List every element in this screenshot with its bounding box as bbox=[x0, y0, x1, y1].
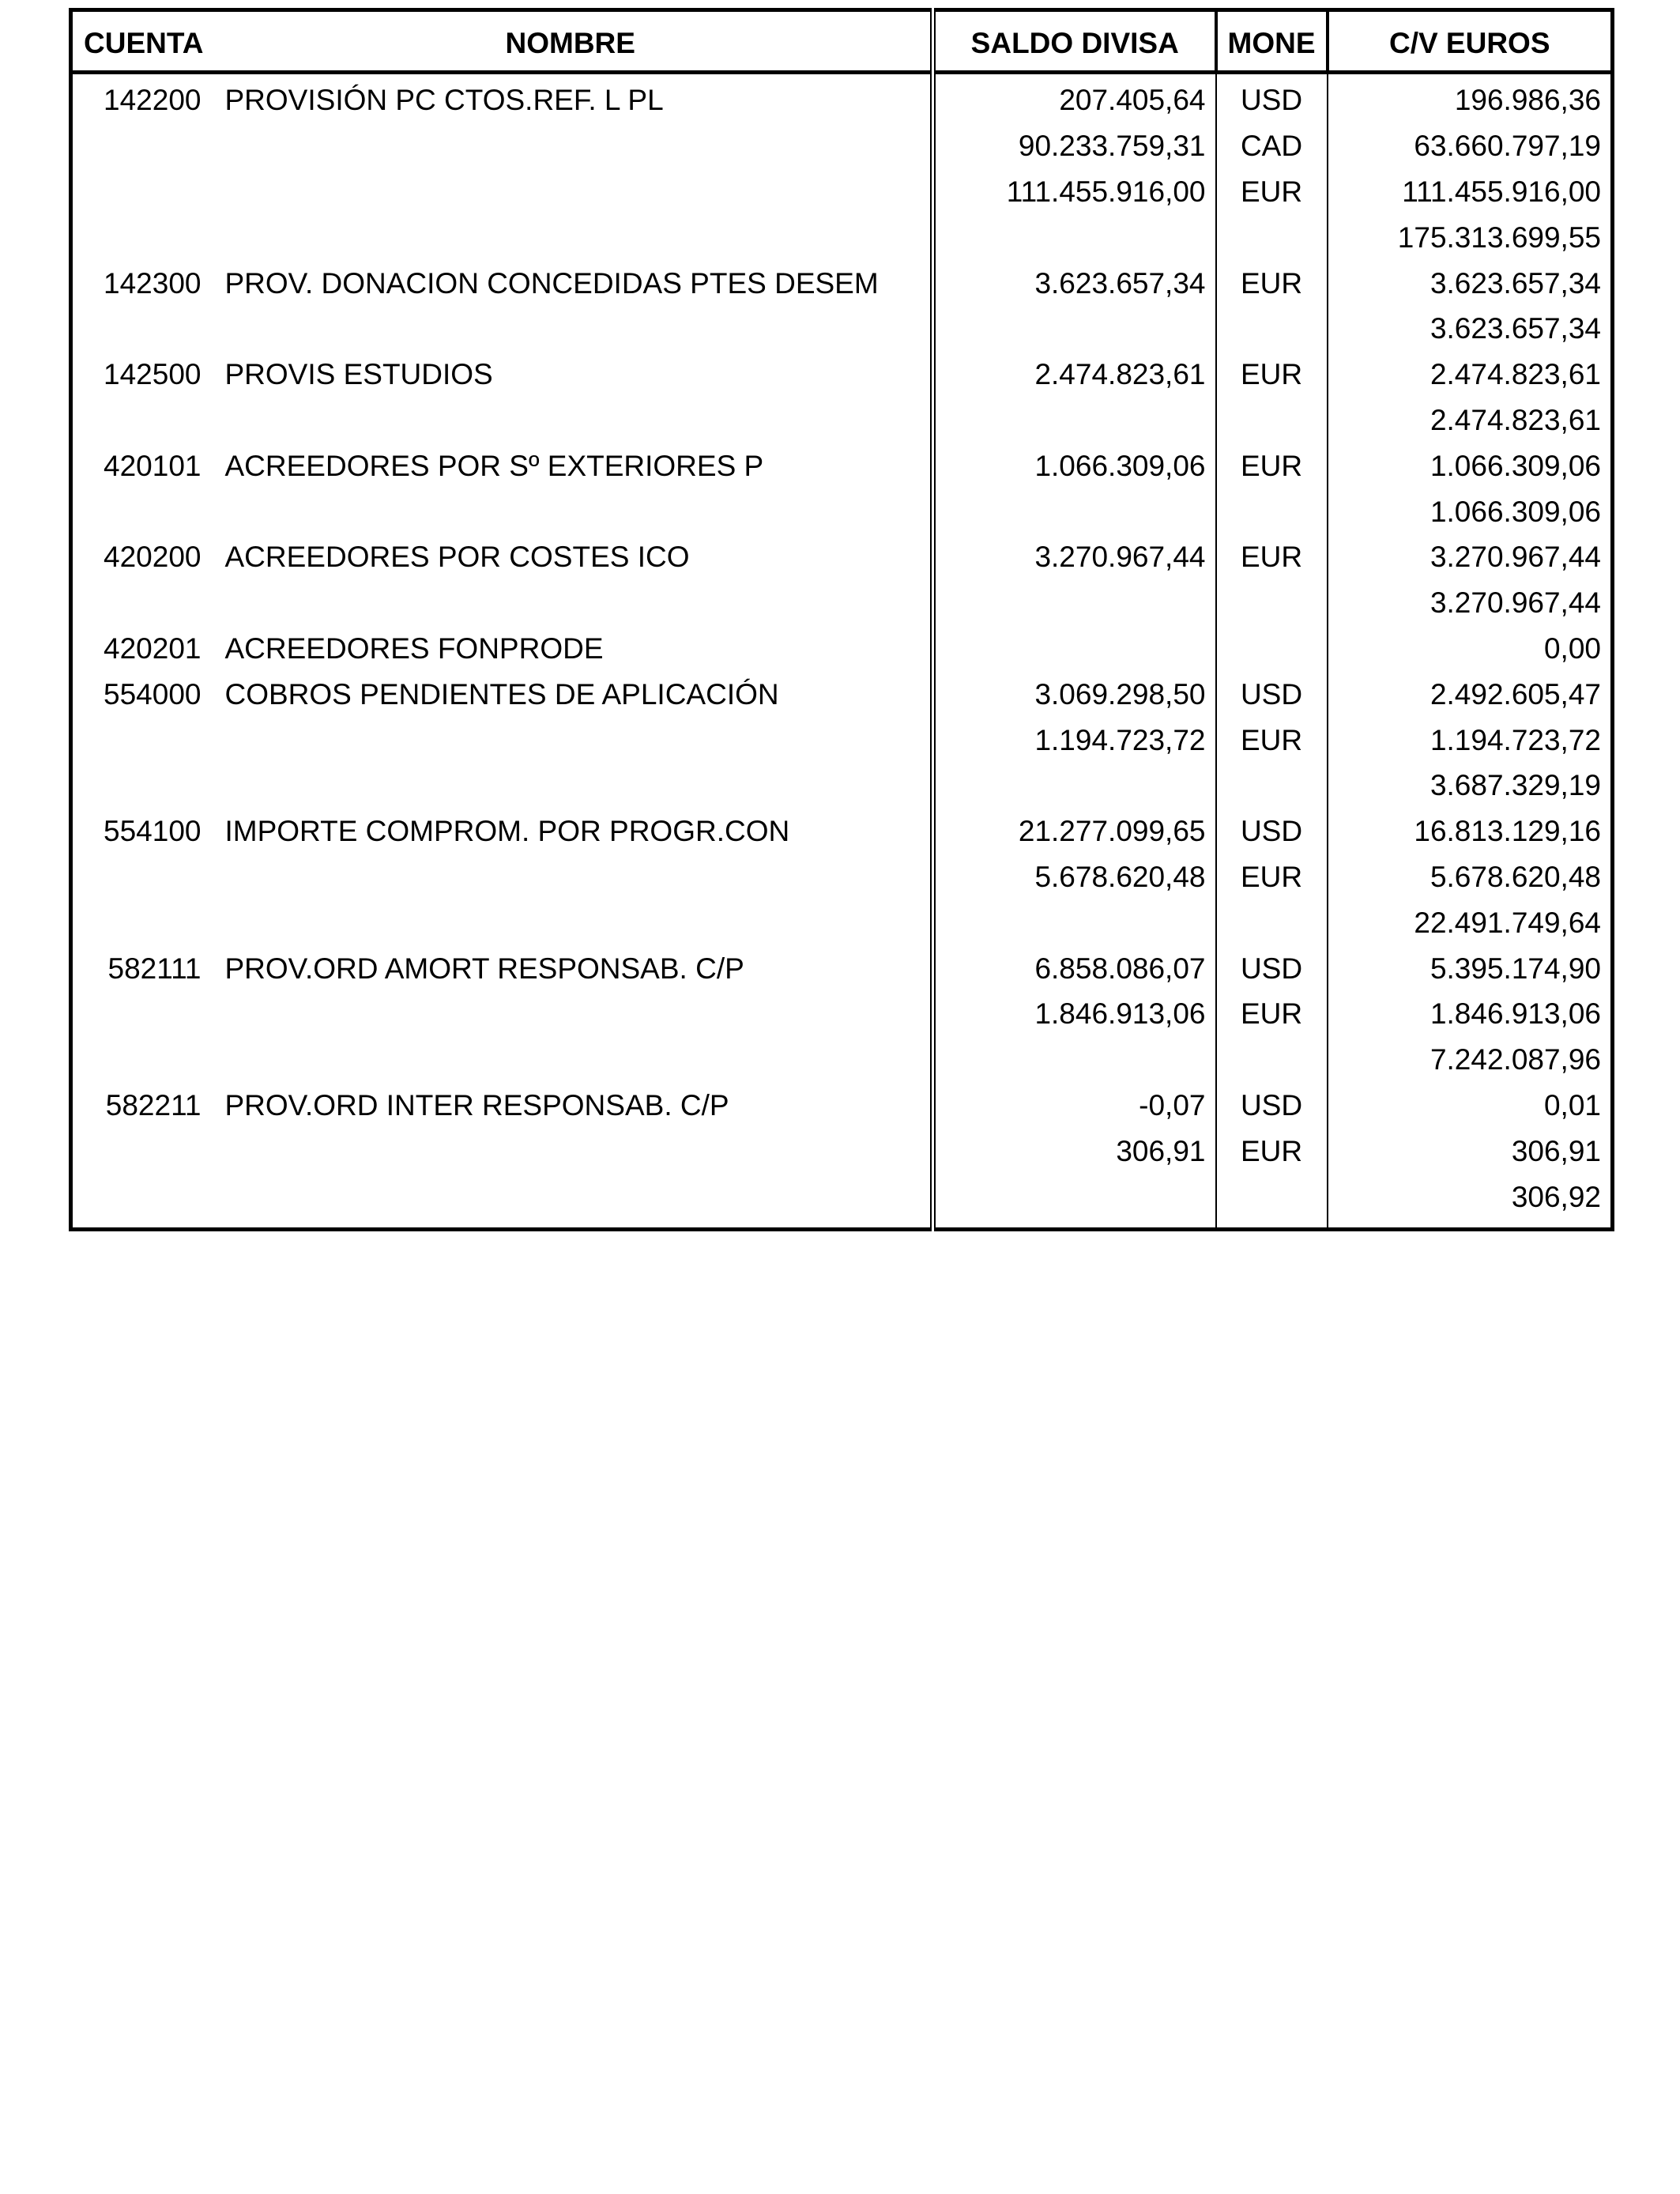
table-row bbox=[71, 717, 1613, 763]
cell-nombre bbox=[211, 169, 933, 215]
cell-moneda: USD bbox=[1216, 73, 1328, 123]
cell-saldo-divisa bbox=[933, 214, 1216, 260]
cell-saldo-divisa bbox=[933, 398, 1216, 443]
cell-nombre bbox=[211, 717, 933, 763]
cell-moneda: EUR bbox=[1216, 1128, 1328, 1174]
table-row bbox=[71, 671, 1613, 717]
cell-cuenta bbox=[71, 1128, 211, 1174]
cell-cv-euros: 63.660.797,19 bbox=[1414, 130, 1601, 163]
cell-cv-euros: 3.270.967,44 bbox=[1430, 586, 1601, 620]
header-moneda: MONE bbox=[1216, 10, 1328, 73]
cell-nombre bbox=[211, 899, 933, 945]
account-balance-table bbox=[69, 8, 1614, 1231]
cell-saldo-divisa bbox=[933, 1174, 1216, 1229]
cell-saldo-divisa: 1.194.723,72 bbox=[933, 717, 1216, 763]
cell-saldo-divisa: -0,07 bbox=[933, 1083, 1216, 1129]
cell-cv-euros: 2.474.823,61 bbox=[1430, 358, 1601, 391]
table-row bbox=[71, 580, 1613, 626]
header-cv-euros: C/V EUROS bbox=[1328, 10, 1613, 73]
cell-saldo-divisa: 6.858.086,07 bbox=[933, 945, 1216, 991]
cell-cuenta bbox=[71, 1174, 211, 1229]
cell-moneda: EUR bbox=[1216, 534, 1328, 580]
cell-cv-euros: 196.986,36 bbox=[1454, 84, 1601, 117]
cell-saldo-divisa: 306,91 bbox=[933, 1128, 1216, 1174]
cell-cv-euros: 2.474.823,61 bbox=[1430, 403, 1601, 436]
table-row bbox=[71, 1128, 1613, 1174]
cell-moneda bbox=[1216, 899, 1328, 945]
cell-cuenta: 420201 bbox=[104, 631, 202, 665]
cell-nombre: PROV.ORD INTER RESPONSAB. C/P bbox=[211, 1083, 933, 1129]
cell-nombre bbox=[211, 763, 933, 809]
cell-saldo-divisa bbox=[933, 763, 1216, 809]
cell-cv-euros: 2.492.605,47 bbox=[1430, 677, 1601, 711]
cell-cv-euros: 1.846.913,06 bbox=[1430, 997, 1601, 1031]
table-row bbox=[71, 809, 1613, 854]
table-row bbox=[71, 1083, 1613, 1129]
table-row bbox=[71, 398, 1613, 443]
cell-moneda bbox=[1216, 763, 1328, 809]
cell-cv-euros: 1.066.309,06 bbox=[1430, 495, 1601, 528]
table-row bbox=[71, 352, 1613, 398]
table-row bbox=[71, 443, 1613, 488]
cell-nombre bbox=[211, 306, 933, 352]
cell-cv-euros: 3.623.657,34 bbox=[1430, 312, 1601, 345]
cell-moneda bbox=[1216, 580, 1328, 626]
cell-cuenta bbox=[71, 1037, 211, 1083]
cell-moneda bbox=[1216, 398, 1328, 443]
header-saldo-divisa: SALDO DIVISA bbox=[933, 10, 1216, 73]
cell-nombre bbox=[211, 854, 933, 900]
header-cuenta: CUENTA bbox=[71, 10, 211, 73]
cell-moneda: USD bbox=[1216, 945, 1328, 991]
cell-saldo-divisa bbox=[933, 626, 1216, 672]
cell-cuenta bbox=[71, 214, 211, 260]
cell-cv-euros: 1.194.723,72 bbox=[1430, 723, 1601, 756]
cell-saldo-divisa: 3.623.657,34 bbox=[933, 260, 1216, 306]
cell-saldo-divisa bbox=[933, 306, 1216, 352]
cell-nombre: PROVISIÓN PC CTOS.REF. L PL bbox=[211, 73, 933, 123]
cell-cuenta bbox=[71, 398, 211, 443]
cell-cv-euros: 111.455.916,00 bbox=[1402, 175, 1601, 208]
cell-cuenta: 554000 bbox=[104, 677, 202, 711]
table-row bbox=[71, 1174, 1613, 1229]
cell-saldo-divisa bbox=[933, 1037, 1216, 1083]
cell-moneda bbox=[1216, 1037, 1328, 1083]
cell-nombre: COBROS PENDIENTES DE APLICACIÓN bbox=[211, 671, 933, 717]
table-row bbox=[71, 260, 1613, 306]
cell-cuenta: 554100 bbox=[104, 815, 202, 848]
cell-cuenta bbox=[71, 991, 211, 1037]
cell-saldo-divisa bbox=[933, 899, 1216, 945]
cell-saldo-divisa bbox=[933, 580, 1216, 626]
cell-nombre bbox=[211, 1128, 933, 1174]
cell-saldo-divisa: 2.474.823,61 bbox=[933, 352, 1216, 398]
table-row bbox=[71, 123, 1613, 169]
cell-saldo-divisa: 1.846.913,06 bbox=[933, 991, 1216, 1037]
cell-cv-euros: 0,01 bbox=[1543, 1088, 1601, 1122]
table-row bbox=[71, 899, 1613, 945]
cell-nombre bbox=[211, 398, 933, 443]
cell-cv-euros: 3.623.657,34 bbox=[1430, 266, 1601, 300]
cell-cuenta bbox=[71, 717, 211, 763]
cell-cv-euros: 0,00 bbox=[1543, 631, 1601, 665]
table-row bbox=[71, 991, 1613, 1037]
cell-nombre: ACREEDORES POR Sº EXTERIORES P bbox=[211, 443, 933, 488]
cell-cv-euros: 306,92 bbox=[1511, 1180, 1601, 1213]
cell-nombre bbox=[211, 123, 933, 169]
cell-cv-euros: 175.313.699,55 bbox=[1397, 221, 1601, 254]
cell-nombre bbox=[211, 1174, 933, 1229]
cell-moneda: CAD bbox=[1216, 123, 1328, 169]
cell-cuenta bbox=[71, 123, 211, 169]
cell-nombre: PROV.ORD AMORT RESPONSAB. C/P bbox=[211, 945, 933, 991]
cell-saldo-divisa: 3.270.967,44 bbox=[933, 534, 1216, 580]
cell-cuenta: 420200 bbox=[104, 541, 202, 574]
cell-nombre bbox=[211, 991, 933, 1037]
table-row bbox=[71, 763, 1613, 809]
cell-moneda: EUR bbox=[1216, 352, 1328, 398]
cell-nombre: IMPORTE COMPROM. POR PROGR.CON bbox=[211, 809, 933, 854]
table-row bbox=[71, 854, 1613, 900]
cell-nombre bbox=[211, 580, 933, 626]
cell-cuenta bbox=[71, 488, 211, 534]
cell-cv-euros: 5.678.620,48 bbox=[1430, 860, 1601, 893]
table-row bbox=[71, 488, 1613, 534]
cell-cv-euros: 3.270.967,44 bbox=[1430, 541, 1601, 574]
table-row bbox=[71, 1037, 1613, 1083]
cell-saldo-divisa: 5.678.620,48 bbox=[933, 854, 1216, 900]
cell-nombre: PROVIS ESTUDIOS bbox=[211, 352, 933, 398]
cell-moneda: EUR bbox=[1216, 854, 1328, 900]
cell-saldo-divisa: 21.277.099,65 bbox=[933, 809, 1216, 854]
table-row bbox=[71, 626, 1613, 672]
cell-cv-euros: 16.813.129,16 bbox=[1414, 815, 1601, 848]
cell-cuenta bbox=[71, 169, 211, 215]
table-row bbox=[71, 534, 1613, 580]
cell-cuenta: 582111 bbox=[107, 952, 202, 985]
table-row bbox=[71, 214, 1613, 260]
cell-cv-euros: 5.395.174,90 bbox=[1430, 952, 1601, 985]
cell-moneda: EUR bbox=[1216, 443, 1328, 488]
cell-saldo-divisa: 111.455.916,00 bbox=[933, 169, 1216, 215]
cell-cuenta: 142500 bbox=[104, 358, 202, 391]
cell-nombre: ACREEDORES FONPRODE bbox=[211, 626, 933, 672]
cell-moneda: EUR bbox=[1216, 260, 1328, 306]
cell-moneda bbox=[1216, 1174, 1328, 1229]
cell-moneda: EUR bbox=[1216, 169, 1328, 215]
cell-saldo-divisa: 207.405,64 bbox=[933, 73, 1216, 123]
cell-cuenta: 582211 bbox=[105, 1088, 202, 1122]
cell-cv-euros: 3.687.329,19 bbox=[1430, 769, 1601, 802]
cell-cv-euros: 306,91 bbox=[1511, 1134, 1601, 1167]
table-row bbox=[71, 73, 1613, 123]
cell-cuenta bbox=[71, 899, 211, 945]
cell-moneda bbox=[1216, 626, 1328, 672]
cell-cuenta bbox=[71, 854, 211, 900]
cell-nombre bbox=[211, 214, 933, 260]
cell-cuenta: 420101 bbox=[104, 449, 202, 482]
cell-moneda: EUR bbox=[1216, 991, 1328, 1037]
cell-saldo-divisa: 90.233.759,31 bbox=[933, 123, 1216, 169]
header-nombre: NOMBRE bbox=[211, 10, 933, 73]
cell-cuenta: 142200 bbox=[104, 84, 202, 117]
cell-cuenta bbox=[71, 763, 211, 809]
header-row bbox=[71, 10, 1613, 73]
table-row bbox=[71, 306, 1613, 352]
cell-saldo-divisa: 3.069.298,50 bbox=[933, 671, 1216, 717]
cell-cuenta bbox=[71, 580, 211, 626]
cell-saldo-divisa: 1.066.309,06 bbox=[933, 443, 1216, 488]
cell-moneda bbox=[1216, 488, 1328, 534]
cell-moneda: USD bbox=[1216, 671, 1328, 717]
cell-cuenta: 142300 bbox=[104, 266, 202, 300]
cell-cv-euros: 7.242.087,96 bbox=[1430, 1043, 1601, 1076]
cell-moneda bbox=[1216, 214, 1328, 260]
cell-moneda: USD bbox=[1216, 809, 1328, 854]
cell-nombre: PROV. DONACION CONCEDIDAS PTES DESEM bbox=[211, 260, 933, 306]
cell-moneda bbox=[1216, 306, 1328, 352]
cell-nombre bbox=[211, 1037, 933, 1083]
cell-saldo-divisa bbox=[933, 488, 1216, 534]
cell-moneda: USD bbox=[1216, 1083, 1328, 1129]
cell-cv-euros: 22.491.749,64 bbox=[1414, 906, 1601, 939]
table-body bbox=[71, 73, 1613, 1230]
table-header bbox=[71, 10, 1613, 73]
cell-nombre: ACREEDORES POR COSTES ICO bbox=[211, 534, 933, 580]
cell-cuenta bbox=[71, 306, 211, 352]
cell-moneda: EUR bbox=[1216, 717, 1328, 763]
cell-cv-euros: 1.066.309,06 bbox=[1430, 449, 1601, 482]
cell-nombre bbox=[211, 488, 933, 534]
table-row bbox=[71, 945, 1613, 991]
table-row bbox=[71, 169, 1613, 215]
